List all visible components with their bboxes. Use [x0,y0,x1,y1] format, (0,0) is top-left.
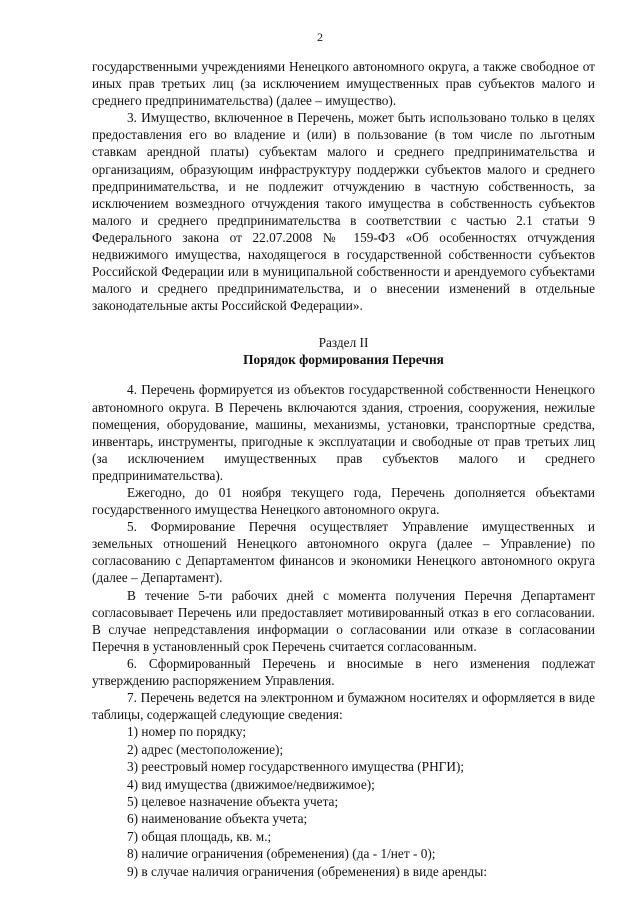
paragraph-item-7: 7. Перечень ведется на электронном и бумажном носителях и оформляется в виде таблицы, содержащей следующие сведения: [92,690,595,723]
list-item: 5) целевое назначение объекта учета; [127,793,339,809]
paragraph-item-5: 5. Формирование Перечня осуществляет Управление имущественных и земельных отношений Ненецкого автономного округа (далее – Управление) по согласованию с Департаментом финансов и экономики Ненецкого автономного округа (далее – Департамент). [92,519,595,586]
paragraph-approval-term: В течение 5-ти рабочих дней с момента получения Перечня Департамент согласовывает Перечень или предоставляет мотивированный отказ в его согласовании. В случае непредставления информации о согласовании или отказе в согласовании Перечня в установленный срок Перечень считается согласованным. [92,587,595,654]
list-item: 1) номер по порядку; [127,724,247,740]
paragraph-item-4: 4. Перечень формируется из объектов государственной собственности Ненецкого автономного округа. В Перечень включаются здания, строения, сооружения, нежилые помещения, оборудование, машины, механизмы, установки, транспортные средства, инвентарь, инструменты, пригодные к эксплуатации и свободные от прав третьих лиц (за исключением имущественных прав субъектов малого и среднего предпринимательства). [92,382,595,483]
list-item: 9) в случае наличия ограничения (обременения) в виде аренды: [127,863,488,879]
section-title: Порядок формирования Перечня [243,352,444,368]
list-item: 2) адрес (местоположение); [127,741,284,757]
document-body [92,58,595,880]
page-number: 2 [317,30,323,44]
paragraph-annual-update: Ежегодно, до 01 ноября текущего года, Перечень дополняется объектами государственного имущества Ненецкого автономного округа. [92,484,595,518]
section-label: Раздел II [318,335,369,351]
list-item: 7) общая площадь, кв. м.; [127,828,272,844]
paragraph-continuation: государственными учреждениями Ненецкого автономного округа, а также свободное от иных прав третьих лиц (за исключением имущественных прав субъектов малого и среднего предпринимательства) (далее – имущество). [92,59,595,109]
list-item: 3) реестровый номер государственного имущества (РНГИ); [127,759,465,775]
list-item: 6) наименование объекта учета; [127,811,308,827]
paragraph-item-3: 3. Имущество, включенное в Перечень, может быть использовано только в целях предоставления его во владение и (или) в пользование (в том числе по льготным ставкам арендной платы) субъектам малого и среднего предпринимательства и организациям, образующим инфраструктуру поддержки субъектов малого и среднего предпринимательства, и не подлежит отчуждению в частную собственность, за исключением возмездного отчуждения такого имущества в собственность субъектов малого и среднего предпринимательства в соответствии с частью 2.1 статьи 9 Федерального закона от 22.07.2008 № 159-ФЗ «Об особенностях отчуждения недвижимого имущества, находящегося в государственной собственности субъектов Российской Федерации или в муниципальной собственности и арендуемого субъектами малого и среднего предпринимательства, и о внесении изменений в отдельные законодательные акты Российской Федерации». [92,110,595,314]
list-item: 4) вид имущества (движимое/недвижимое); [127,776,375,792]
list-item: 8) наличие ограничения (обременения) (да - 1/нет - 0); [127,846,436,862]
paragraph-item-6: 6. Сформированный Перечень и вносимые в него изменения подлежат утверждению распоряжением Управления. [92,655,595,688]
